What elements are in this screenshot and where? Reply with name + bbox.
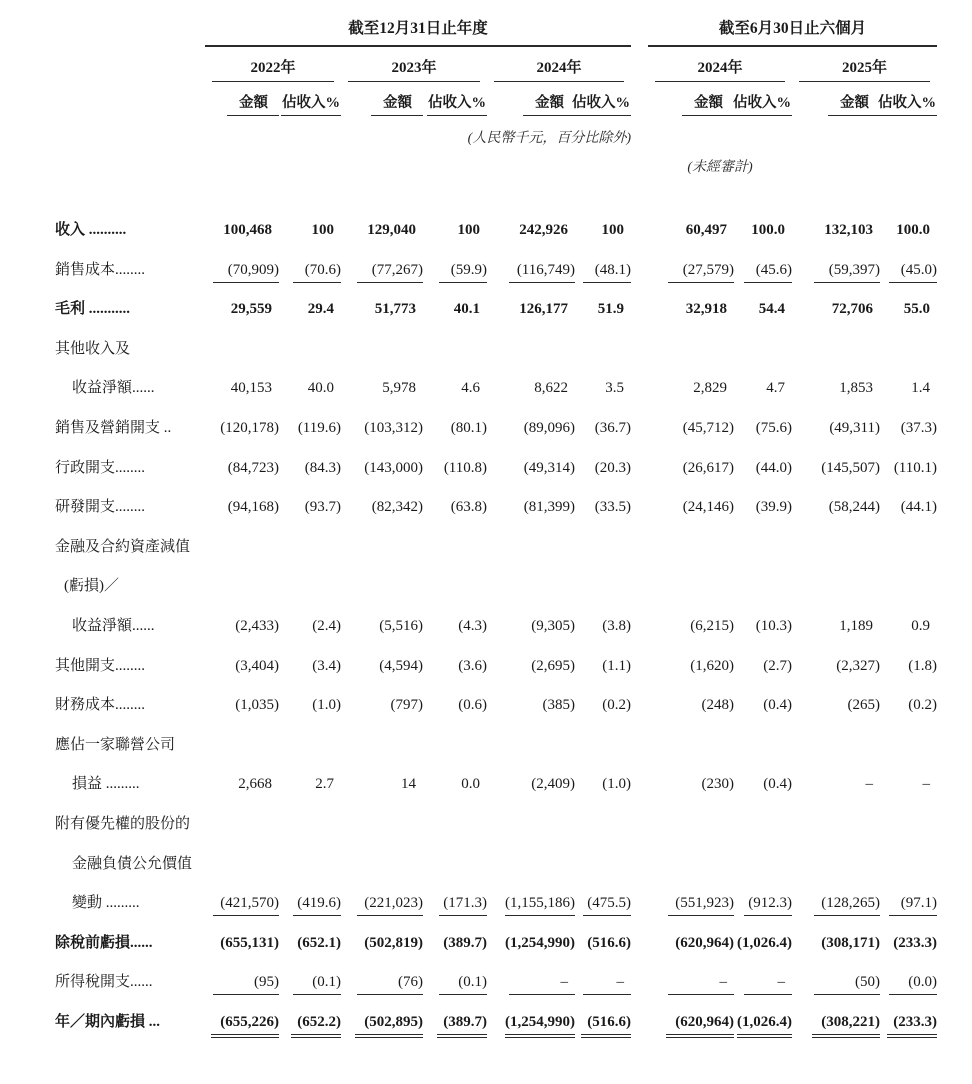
table-row <box>55 416 972 456</box>
table-row <box>55 376 972 416</box>
amount-value: (5,516) <box>379 617 423 634</box>
pct-value: (39.9) <box>755 499 792 516</box>
pct-value: – <box>922 776 930 793</box>
pct-value: (20.3) <box>594 459 631 476</box>
amount-value: (45,712) <box>682 419 734 436</box>
year-label-2022: 2022年 <box>205 56 341 82</box>
table-row <box>55 812 972 852</box>
amount-header: 金額 <box>341 91 423 116</box>
table-row <box>55 772 972 812</box>
amount-value: (120,178) <box>220 419 279 436</box>
amount-value: (95) <box>205 974 279 995</box>
table-header <box>55 16 972 176</box>
table-row <box>55 297 972 337</box>
pct-value: (93.7) <box>304 499 341 516</box>
year-row <box>55 47 972 82</box>
pct-value: (45.6) <box>734 262 792 283</box>
amount-value: (84,723) <box>227 459 279 476</box>
row-label: 毛利 ........... <box>55 301 131 318</box>
pct-value: 54.4 <box>758 301 785 318</box>
amount-header: 金額 <box>487 91 575 116</box>
pct-value: (0.2) <box>602 697 631 714</box>
pct-value: (70.6) <box>279 262 341 283</box>
pct-value: 1.4 <box>911 380 930 397</box>
pct-value: (0.0) <box>880 974 937 995</box>
pct-value: (516.6) <box>575 1014 631 1035</box>
note-unaudited: (未經審計) <box>687 160 753 175</box>
amount-value: 32,918 <box>685 301 727 318</box>
amount-value: (265) <box>847 697 880 714</box>
currency-note-row <box>55 127 972 147</box>
amount-value: (620,964) <box>648 1014 734 1035</box>
row-label: 其他開支........ <box>55 657 146 674</box>
row-label: 除稅前虧損...... <box>55 934 153 951</box>
pct-value: (45.0) <box>880 262 937 283</box>
amount-value: (2,695) <box>531 657 575 674</box>
pct-value: 29.4 <box>307 301 334 318</box>
pct-value: (10.3) <box>755 617 792 634</box>
row-label: 年／期內虧損 ... <box>55 1013 161 1030</box>
amount-value: (89,096) <box>523 419 575 436</box>
amount-header: 金額 <box>792 91 880 116</box>
pct-value: (44.0) <box>755 459 792 476</box>
amount-value: 72,706 <box>831 301 873 318</box>
year-rule <box>799 81 930 82</box>
pct-value: (652.2) <box>279 1014 341 1035</box>
pct-value: (2.7) <box>763 657 792 674</box>
table-row <box>55 456 972 496</box>
amount-value: 2,829 <box>693 380 727 397</box>
pct-value: 55.0 <box>903 301 930 318</box>
pct-value: – <box>734 974 792 995</box>
row-label: 收入 .......... <box>55 222 127 238</box>
amount-value: 242,926 <box>519 222 568 238</box>
pct-value: 0.9 <box>911 617 930 634</box>
amount-value: (221,023) <box>341 895 423 916</box>
amount-value: (502,895) <box>341 1014 423 1035</box>
amount-value: 1,189 <box>839 617 873 634</box>
amount-value: 129,040 <box>367 222 416 238</box>
amount-value: – <box>648 974 734 995</box>
pct-value: 40.0 <box>307 380 334 397</box>
year-rule <box>494 81 624 82</box>
pct-value: (33.5) <box>594 499 631 516</box>
period-title-interim: 截至6月30日止六個月 <box>648 16 937 47</box>
pct-value: (37.3) <box>900 419 937 436</box>
amount-value: (9,305) <box>531 617 575 634</box>
amount-value: 14 <box>401 776 416 793</box>
amount-value: (308,221) <box>792 1014 880 1035</box>
pct-value: (389.7) <box>423 1014 487 1035</box>
amount-value: (27,579) <box>648 262 734 283</box>
amount-value: (143,000) <box>364 459 423 476</box>
row-label: (虧損)／ <box>64 578 119 595</box>
row-label: 附有優先權的股份的 <box>55 815 191 832</box>
amount-value: 29,559 <box>230 301 272 318</box>
amount-value: (2,409) <box>531 776 575 793</box>
pct-value: (652.1) <box>297 934 341 951</box>
pct-value: – <box>575 974 631 995</box>
pct-value: 51.9 <box>597 301 624 318</box>
amount-value: (797) <box>390 697 423 714</box>
note-currency: (人民幣千元，百分比除外) <box>467 131 631 146</box>
table-row <box>55 891 972 931</box>
pct-value: (0.4) <box>763 776 792 793</box>
pct-value: (419.6) <box>279 895 341 916</box>
amount-value: (1,254,990) <box>487 1014 575 1035</box>
pct-value: 100.0 <box>896 222 930 238</box>
amount-value: 1,853 <box>839 380 873 397</box>
period-group-row <box>55 16 972 47</box>
amount-value: (50) <box>792 974 880 995</box>
amount-value: (24,146) <box>682 499 734 516</box>
pct-value: (36.7) <box>594 419 631 436</box>
amount-value: (655,131) <box>220 934 279 951</box>
amount-value: (58,244) <box>828 499 880 516</box>
pct-value: (0.1) <box>423 974 487 995</box>
pct-value: (233.3) <box>880 1014 937 1035</box>
row-label: 收益淨額...... <box>72 380 155 397</box>
pct-header: 佔收入% <box>423 91 487 116</box>
amount-value: (4,594) <box>379 657 423 674</box>
amount-value: (59,397) <box>792 262 880 283</box>
pct-value: (110.1) <box>893 459 937 476</box>
amount-value: (6,215) <box>690 617 734 634</box>
row-label: 收益淨額...... <box>72 617 155 634</box>
row-label: 變動 ......... <box>72 895 140 912</box>
amount-value: (2,327) <box>836 657 880 674</box>
row-label: 財務成本........ <box>55 697 146 714</box>
amount-value: 51,773 <box>374 301 416 318</box>
amount-value: (81,399) <box>523 499 575 516</box>
amount-value: (77,267) <box>341 262 423 283</box>
period-group-annual <box>205 16 631 47</box>
amount-value: (1,620) <box>690 657 734 674</box>
pct-value: (97.1) <box>880 895 937 916</box>
pct-header: 佔收入% <box>880 91 937 116</box>
amount-value: (655,226) <box>205 1014 279 1035</box>
amount-value: (1,035) <box>235 697 279 714</box>
unaudited-note-row <box>55 156 972 176</box>
year-rule <box>655 81 785 82</box>
pct-value: (389.7) <box>443 934 487 951</box>
row-label: 研發開支........ <box>55 499 146 516</box>
amount-value: (308,171) <box>821 934 880 951</box>
pct-value: 4.7 <box>766 380 785 397</box>
row-label: 所得稅開支...... <box>55 974 153 991</box>
table-row <box>55 218 972 258</box>
period-group-interim <box>648 16 937 47</box>
table-row <box>55 258 972 298</box>
amount-value: (551,923) <box>648 895 734 916</box>
pct-value: (63.8) <box>450 499 487 516</box>
amount-value: (94,168) <box>227 499 279 516</box>
amount-value: (3,404) <box>235 657 279 674</box>
table-body <box>55 218 972 1049</box>
pct-value: (1.8) <box>908 657 937 674</box>
amount-value: (620,964) <box>675 934 734 951</box>
pct-value: 100.0 <box>751 222 785 238</box>
table-row <box>55 574 972 614</box>
pct-value: (3.4) <box>312 657 341 674</box>
table-row <box>55 733 972 773</box>
amount-value: 132,103 <box>824 222 873 238</box>
amount-value: (230) <box>701 776 734 793</box>
table-row <box>55 970 972 1010</box>
year-label-interim-2025: 2025年 <box>792 56 937 82</box>
pct-value: 100 <box>311 222 334 238</box>
pct-value: (233.3) <box>893 934 937 951</box>
amount-value: (49,314) <box>523 459 575 476</box>
amount-value: – <box>865 776 873 793</box>
row-label: 行政開支........ <box>55 459 146 476</box>
amount-header: 金額 <box>205 91 279 116</box>
pct-value: (1.1) <box>602 657 631 674</box>
pct-value: (110.8) <box>443 459 487 476</box>
amount-value: (421,570) <box>205 895 279 916</box>
amount-value: (145,507) <box>821 459 880 476</box>
pct-value: 3.5 <box>605 380 624 397</box>
year-label-2024: 2024年 <box>487 56 631 82</box>
amount-value: 8,622 <box>534 380 568 397</box>
pct-value: (119.6) <box>297 419 341 436</box>
amount-value: (502,819) <box>364 934 423 951</box>
amount-value: 60,497 <box>685 222 727 238</box>
amount-value: 2,668 <box>238 776 272 793</box>
pct-value: (912.3) <box>734 895 792 916</box>
pct-value: (2.4) <box>312 617 341 634</box>
amount-value: (1,155,186) <box>487 895 575 916</box>
pct-header: 佔收入% <box>575 91 631 116</box>
amount-value: (103,312) <box>364 419 423 436</box>
row-label: 損益 ......... <box>72 776 140 793</box>
row-label: 銷售及營銷開支 .. <box>55 419 172 436</box>
year-rule <box>348 81 480 82</box>
table-row <box>55 535 972 575</box>
table-row <box>55 931 972 971</box>
year-label-interim-2024: 2024年 <box>648 56 792 82</box>
pct-value: (516.6) <box>587 934 631 951</box>
pct-header: 佔收入% <box>279 91 341 116</box>
pct-value: (0.6) <box>458 697 487 714</box>
amount-value: (49,311) <box>829 419 880 436</box>
pct-value: (59.9) <box>423 262 487 283</box>
row-label: 金融負債公允價值 <box>72 855 193 872</box>
pct-value: (48.1) <box>575 262 631 283</box>
pct-value: (171.3) <box>423 895 487 916</box>
column-header-row <box>55 91 972 116</box>
amount-value: (82,342) <box>371 499 423 516</box>
row-label: 其他收入及 <box>55 340 131 357</box>
row-label: 銷售成本........ <box>55 261 146 278</box>
pct-value: 4.6 <box>461 380 480 397</box>
amount-value: (248) <box>701 697 734 714</box>
amount-value: (385) <box>542 697 575 714</box>
table-row <box>55 337 972 377</box>
amount-header: 金額 <box>648 91 734 116</box>
amount-value: (76) <box>341 974 423 995</box>
year-rule <box>212 81 334 82</box>
pct-value: 40.1 <box>453 301 480 318</box>
pct-value: (75.6) <box>755 419 792 436</box>
pct-value: (44.1) <box>900 499 937 516</box>
amount-value: (116,749) <box>487 262 575 283</box>
amount-value: (70,909) <box>205 262 279 283</box>
amount-value: (128,265) <box>792 895 880 916</box>
amount-value: (2,433) <box>235 617 279 634</box>
table-row <box>55 1010 972 1050</box>
amount-value: 100,468 <box>223 222 272 238</box>
amount-value: (26,617) <box>682 459 734 476</box>
row-label: 金融及合約資產減值 <box>55 538 191 555</box>
period-title-annual: 截至12月31日止年度 <box>205 16 631 47</box>
pct-value: (80.1) <box>450 419 487 436</box>
pct-value: 100 <box>601 222 624 238</box>
pct-value: (0.4) <box>763 697 792 714</box>
pct-value: (3.6) <box>458 657 487 674</box>
pct-value: (3.8) <box>602 617 631 634</box>
pct-value: (4.3) <box>458 617 487 634</box>
pct-value: (475.5) <box>575 895 631 916</box>
pct-value: (1.0) <box>602 776 631 793</box>
amount-value: (1,254,990) <box>505 934 575 951</box>
pct-value: 100 <box>457 222 480 238</box>
pct-value: 2.7 <box>315 776 334 793</box>
pct-value: (1,026.4) <box>734 1014 792 1035</box>
amount-value: 40,153 <box>230 380 272 397</box>
table-row <box>55 495 972 535</box>
pct-value: (84.3) <box>304 459 341 476</box>
table-row <box>55 654 972 694</box>
table-row <box>55 614 972 654</box>
pct-value: (1.0) <box>312 697 341 714</box>
amount-value: – <box>487 974 575 995</box>
pct-value: (0.1) <box>279 974 341 995</box>
table-row <box>55 852 972 892</box>
table-row <box>55 693 972 733</box>
year-label-2023: 2023年 <box>341 56 487 82</box>
amount-value: 126,177 <box>519 301 568 318</box>
pct-value: (0.2) <box>908 697 937 714</box>
pct-value: (1,026.4) <box>737 934 792 951</box>
row-label: 應佔一家聯營公司 <box>55 736 176 753</box>
amount-value: 5,978 <box>382 380 416 397</box>
pct-header: 佔收入% <box>734 91 792 116</box>
pct-value: 0.0 <box>461 776 480 793</box>
